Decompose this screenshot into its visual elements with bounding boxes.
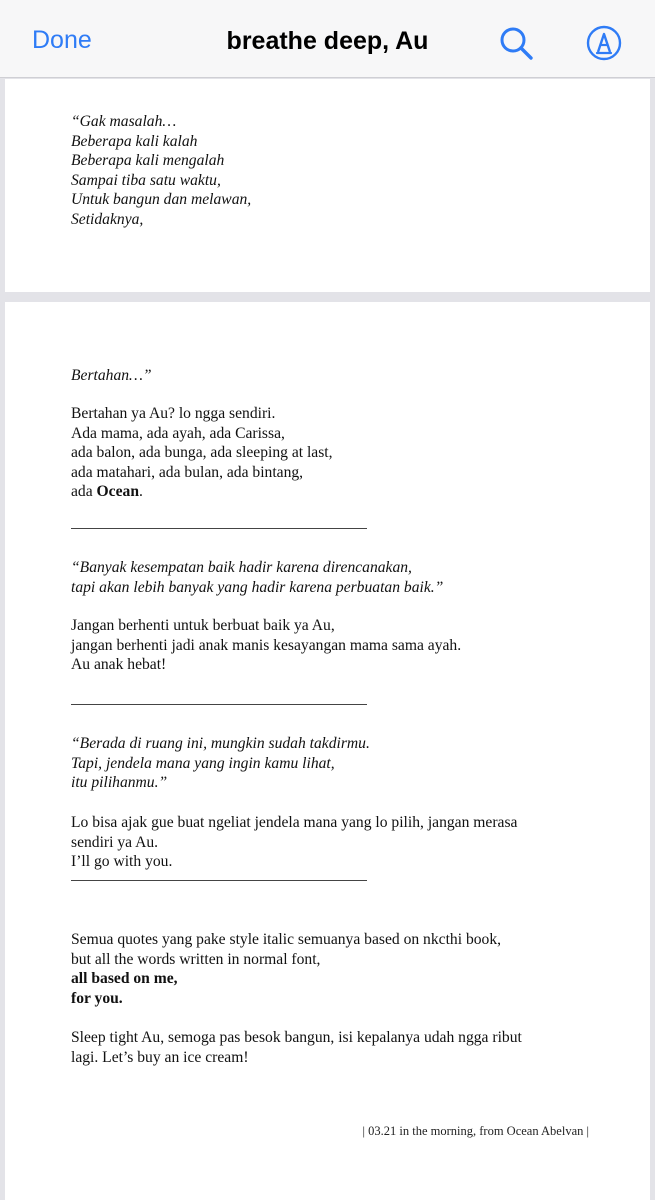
signature: | 03.21 in the morning, from Ocean Abelvan | (362, 1124, 589, 1138)
poem-line: Beberapa kali mengalah (71, 152, 225, 169)
body-line: ada matahari, ada bulan, ada bintang, (71, 463, 304, 481)
quote-line: “Banyak kesempatan baik hadir karena direncanakan, (71, 559, 412, 576)
body-line: I’ll go with you. (71, 853, 173, 870)
search-icon[interactable] (498, 25, 534, 61)
poem-line: Untuk bangun dan melawan, (71, 191, 252, 208)
bold-name: Ocean (96, 483, 139, 500)
body-text: ada (71, 483, 97, 500)
bold-line: all based on me, (71, 970, 178, 987)
quote-line: itu pilihanmu.” (71, 774, 168, 791)
poem-line: Bertahan…” (71, 367, 152, 384)
bold-line: for you. (71, 989, 123, 1007)
body-line: Ada mama, ada ayah, ada Carissa, (71, 424, 285, 442)
poem-line: Beberapa kali kalah (71, 132, 198, 150)
body-line: jangan berhenti jadi anak manis kesayangan mama sama ayah. (71, 636, 462, 654)
quote-line: “Berada di ruang ini, mungkin sudah takdirmu. (71, 735, 370, 752)
markup-pen-icon[interactable] (586, 25, 622, 61)
body-line: Au anak hebat! (71, 656, 167, 673)
body-line: Jangan berhenti untuk berbuat baik ya Au, (71, 617, 335, 634)
document-page-1 (5, 79, 650, 292)
poem-line: “Gak masalah… (71, 113, 177, 130)
divider-line (71, 704, 367, 705)
body-line (71, 482, 143, 502)
document-page-2 (5, 302, 650, 1200)
done-button[interactable]: Done (32, 26, 92, 54)
quote-line: Tapi, jendela mana yang ingin kamu lihat, (71, 754, 335, 772)
navigation-bar (0, 0, 655, 78)
body-line: ada balon, ada bunga, ada sleeping at last, (71, 444, 333, 461)
poem-line: Sampai tiba satu waktu, (71, 171, 221, 189)
body-line: Sleep tight Au, semoga pas besok bangun, isi kepalanya udah ngga ribut (71, 1029, 522, 1046)
body-line: but all the words written in normal font, (71, 950, 321, 968)
body-line: Lo bisa ajak gue buat ngeliat jendela mana yang lo pilih, jangan merasa (71, 814, 518, 831)
body-text: . (139, 483, 143, 500)
divider-line (71, 880, 367, 881)
body-line: sendiri ya Au. (71, 833, 159, 851)
poem-line: Setidaknya, (71, 210, 144, 228)
divider-line (71, 528, 367, 529)
body-line: lagi. Let’s buy an ice cream! (71, 1048, 249, 1066)
body-line: Semua quotes yang pake style italic semuanya based on nkcthi book, (71, 931, 502, 948)
body-line: Bertahan ya Au? lo ngga sendiri. (71, 405, 276, 422)
quote-line: tapi akan lebih banyak yang hadir karena perbuatan baik.” (71, 578, 444, 596)
document-title: breathe deep, Au (226, 27, 429, 55)
